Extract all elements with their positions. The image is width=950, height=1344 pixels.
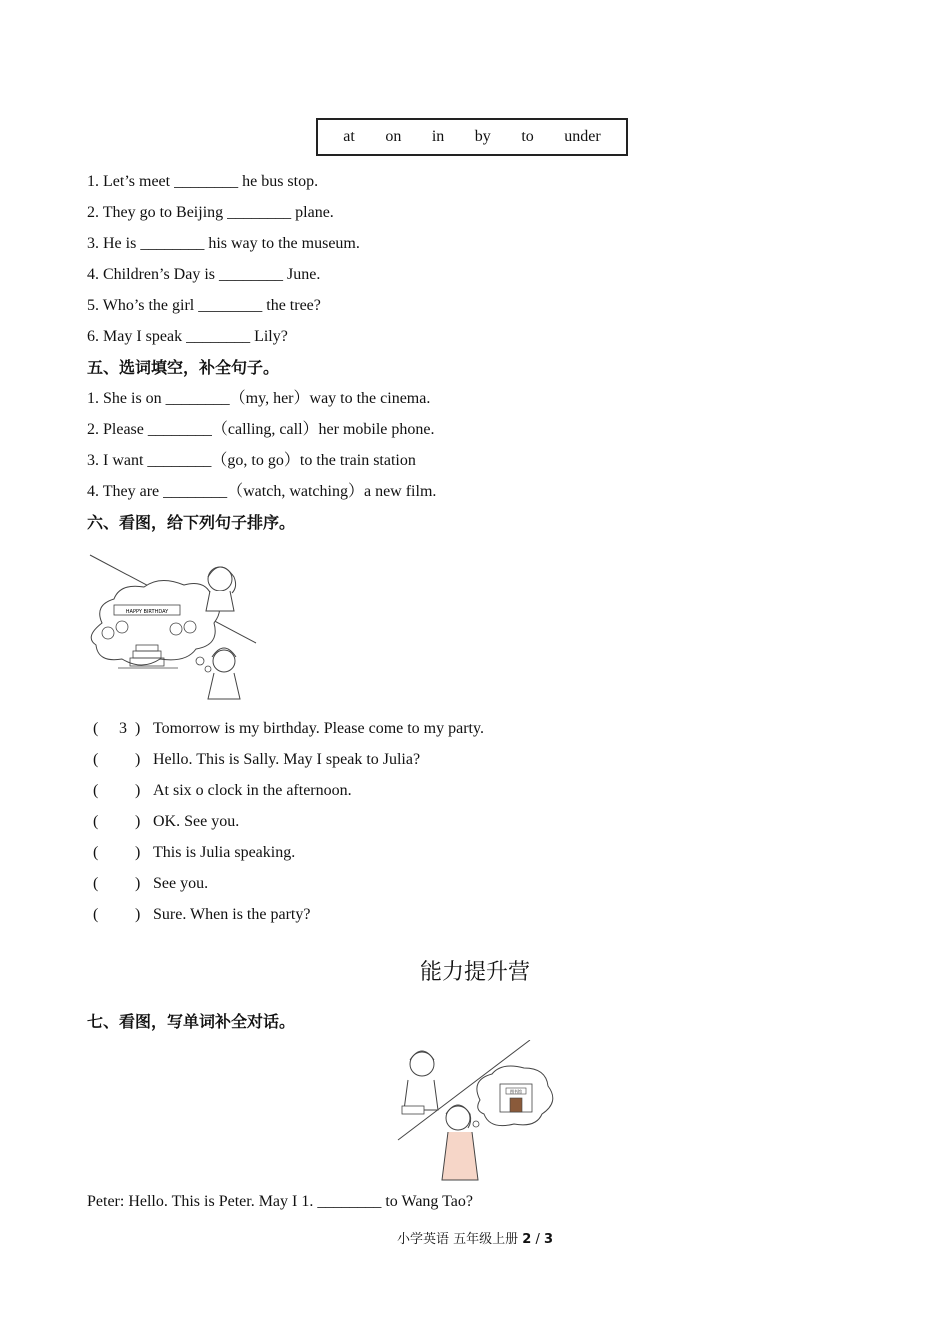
word-bank-item: at — [343, 128, 355, 145]
question-line: 4. They are ________（watch, watching）a new film. — [87, 483, 437, 500]
question-line: 3. He is ________ his way to the museum. — [87, 235, 360, 252]
word-bank-item: under — [564, 128, 601, 145]
question-line: 6. May I speak ________ Lily? — [87, 328, 288, 345]
birthday-phone-illustration — [88, 553, 260, 705]
phone-library-illustration — [396, 1040, 556, 1182]
question-line: 5. Who’s the girl ________ the tree? — [87, 297, 321, 314]
section-heading-6: 六、看图，给下列句子排序。 — [87, 513, 296, 532]
word-bank-box — [316, 118, 628, 156]
banner-text: HAPPY BIRTHDAY — [125, 609, 169, 615]
order-text: OK. See you. — [153, 813, 240, 830]
page-separator: / — [535, 1232, 540, 1247]
order-text: Tomorrow is my birthday. Please come to my party. — [153, 720, 484, 737]
order-item: ( ) Hello. This is Sally. May I speak to Julia? — [93, 751, 421, 768]
order-item: ( 3 ) Tomorrow is my birthday. Please come to my party. — [93, 720, 484, 737]
footer-label: 小学英语 五年级上册 — [396, 1232, 519, 1247]
question-line: 4. Children’s Day is ________ June. — [87, 266, 321, 283]
order-text: Sure. When is the party? — [153, 906, 311, 923]
question-line: 2. They go to Beijing ________ plane. — [87, 204, 334, 221]
order-text: Hello. This is Sally. May I speak to Julia? — [153, 751, 421, 768]
word-bank-item: to — [521, 128, 534, 145]
page-number: 2 — [522, 1232, 532, 1247]
ability-section-title: 能力提升营 — [419, 960, 530, 985]
dialogue-line: Peter: Hello. This is Peter. May I 1. ________ to Wang Tao? — [87, 1193, 473, 1210]
order-item: ( ) At six o clock in the afternoon. — [93, 782, 352, 799]
question-line: 1. She is on ________（my, her）way to the cinema. — [87, 390, 431, 407]
library-sign: 图书馆 — [510, 1089, 522, 1094]
order-text: At six o clock in the afternoon. — [153, 782, 352, 799]
order-answer[interactable]: 3 — [119, 720, 127, 737]
order-item: ( ) OK. See you. — [93, 813, 240, 830]
order-item: ( ) See you. — [93, 875, 209, 892]
word-bank-item: on — [385, 128, 402, 145]
order-item: ( ) This is Julia speaking. — [93, 844, 296, 861]
order-item: ( ) Sure. When is the party? — [93, 906, 311, 923]
order-text: See you. — [153, 875, 209, 892]
word-bank-item: in — [431, 128, 445, 145]
word-bank-item: by — [474, 128, 491, 145]
section-heading-7: 七、看图，写单词补全对话。 — [87, 1012, 296, 1031]
page-footer — [0, 1228, 950, 1247]
question-line: 2. Please ________（calling, call）her mobile phone. — [87, 421, 435, 438]
order-text: This is Julia speaking. — [153, 844, 296, 861]
section-heading-5: 五、选词填空，补全句子。 — [87, 358, 280, 377]
page-total: 3 — [543, 1232, 554, 1247]
question-line: 1. Let’s meet ________ he bus stop. — [87, 173, 319, 190]
question-line: 3. I want ________（go, to go）to the train station — [87, 452, 416, 469]
